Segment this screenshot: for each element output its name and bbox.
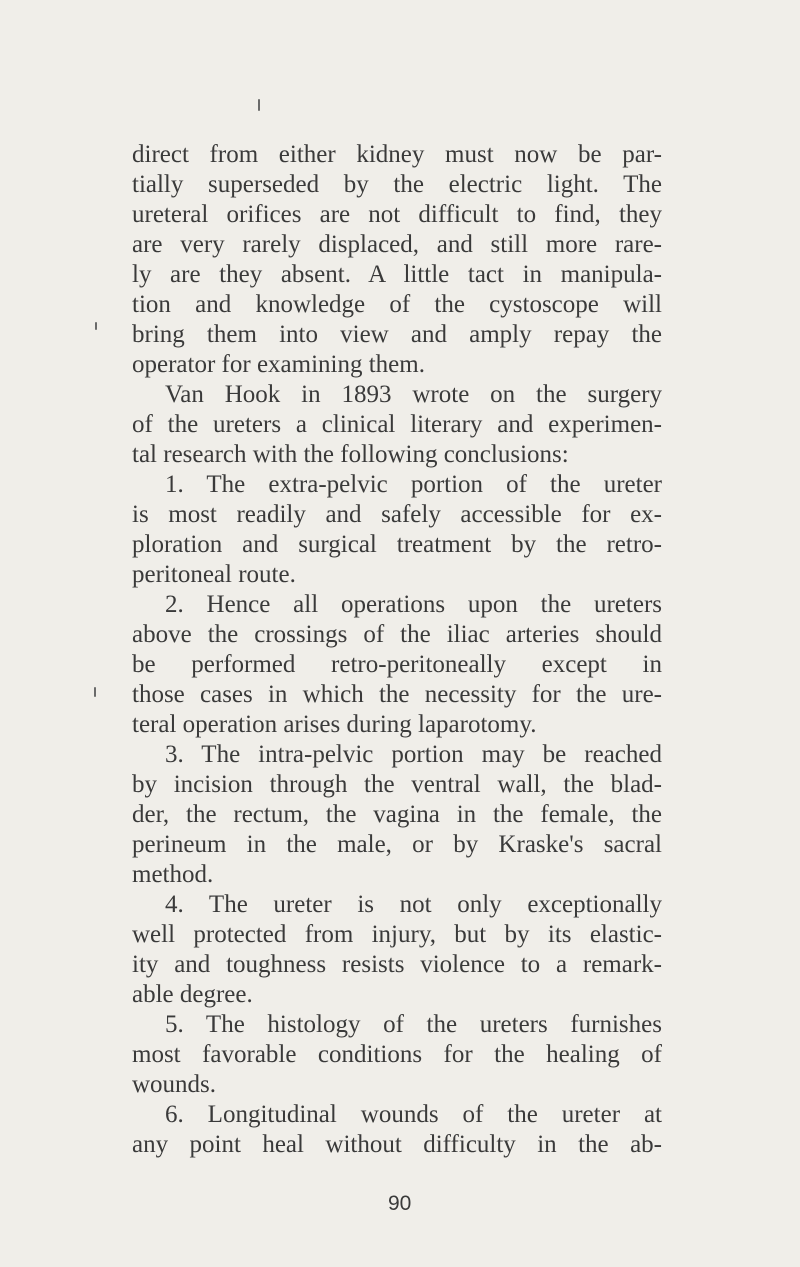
text-line: able degree.	[132, 981, 253, 1008]
text-line: method.	[132, 861, 214, 888]
text-line: of the ureters a clinical literary and experimen-	[132, 411, 662, 438]
text-line: der, the rectum, the vagina in the female, the	[132, 801, 662, 828]
text-line: bring them into view and amply repay the	[132, 321, 662, 348]
text-line: ity and toughness resists violence to a remark-	[132, 951, 662, 978]
text-line: by incision through the ventral wall, the blad-	[132, 771, 662, 798]
text-line: ly are they absent. A little tact in manipula-	[132, 261, 662, 288]
text-line: most favorable conditions for the healing of	[132, 1041, 662, 1068]
text-line: operator for examining them.	[132, 351, 425, 378]
page-speck	[258, 99, 260, 111]
text-line: tal research with the following conclusions:	[132, 441, 569, 468]
text-line: tially superseded by the electric light. The	[132, 171, 662, 198]
text-line: be performed retro-peritoneally except in	[132, 651, 662, 678]
text-line: ureteral orifices are not difficult to find, they	[132, 201, 662, 228]
text-line: ploration and surgical treatment by the retro-	[132, 531, 662, 558]
page-speck	[95, 322, 97, 330]
text-line: 2. Hence all operations upon the ureters	[165, 591, 662, 618]
text-line: wounds.	[132, 1071, 217, 1098]
text-line: tion and knowledge of the cystoscope will	[132, 291, 662, 318]
text-line: 3. The intra-pelvic portion may be reached	[165, 741, 662, 768]
text-line: is most readily and safely accessible for ex-	[132, 501, 662, 528]
text-line: any point heal without difficulty in the ab-	[132, 1131, 662, 1158]
text-line: 6. Longitudinal wounds of the ureter at	[165, 1101, 662, 1128]
text-line: direct from either kidney must now be par-	[132, 141, 662, 168]
text-line: are very rarely displaced, and still more rare-	[132, 231, 662, 258]
text-line: those cases in which the necessity for the ure-	[132, 681, 662, 708]
text-line: teral operation arises during laparotomy.	[132, 711, 537, 738]
text-line: above the crossings of the iliac arteries should	[132, 621, 662, 648]
text-line: peritoneal route.	[132, 561, 296, 588]
text-line: perineum in the male, or by Kraske's sacral	[132, 831, 662, 858]
text-line: 1. The extra-pelvic portion of the ureter	[165, 471, 662, 498]
page-speck	[94, 687, 96, 697]
text-line: Van Hook in 1893 wrote on the surgery	[165, 381, 662, 408]
text-line: well protected from injury, but by its elastic-	[132, 921, 662, 948]
page-number: 90	[388, 1192, 412, 1215]
text-line: 4. The ureter is not only exceptionally	[165, 891, 662, 918]
text-line: 5. The histology of the ureters furnishes	[165, 1011, 662, 1038]
